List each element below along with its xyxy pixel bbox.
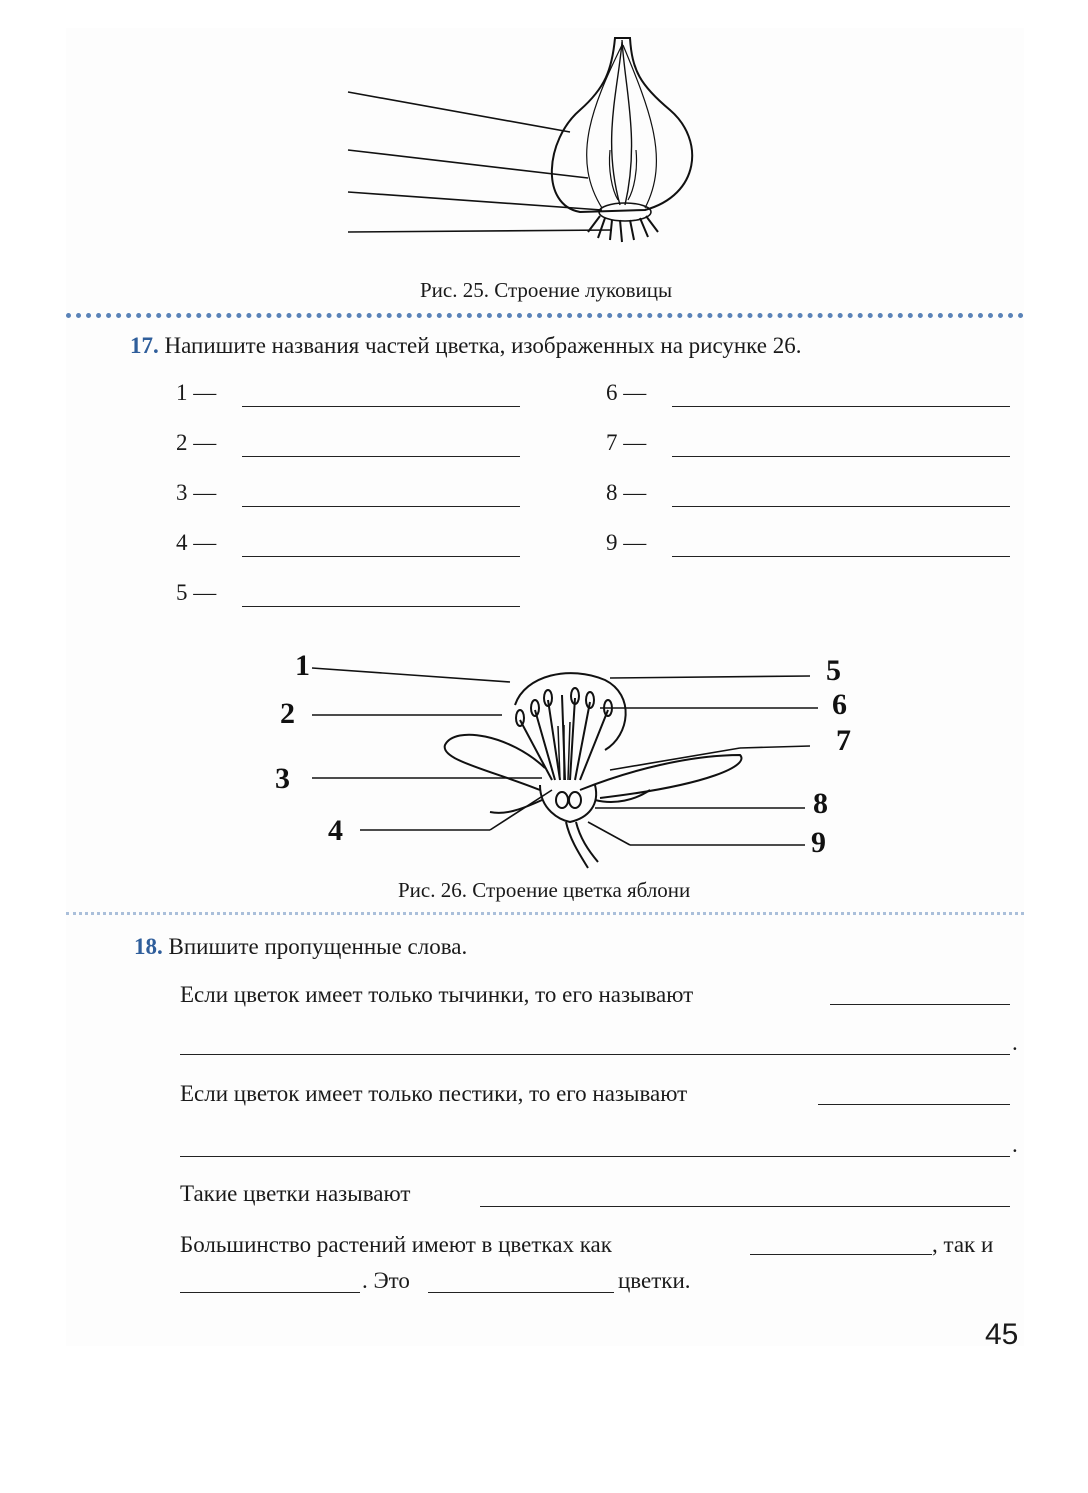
task-17-item-2: 2 — xyxy=(176,430,217,455)
answer-line-3[interactable] xyxy=(242,506,520,507)
sentence-4-start: Большинство растений имеют в цветках как xyxy=(180,1232,612,1257)
blank-2a[interactable] xyxy=(818,1104,1010,1105)
task-17-heading xyxy=(130,333,802,359)
period-1: . xyxy=(1012,1030,1018,1055)
sentence-1: Если цветок имеет только тычинки, то его называют xyxy=(180,982,694,1007)
task-17-item-7: 7 — xyxy=(606,430,647,455)
period-2: . xyxy=(1012,1132,1018,1157)
answer-line-5[interactable] xyxy=(242,606,520,607)
flower-label-7: 7 xyxy=(836,724,851,757)
task-18-number: 18. xyxy=(134,934,163,959)
flower-label-6: 6 xyxy=(832,688,847,721)
figure-26-caption: Рис. 26. Строение цветка яблони xyxy=(398,878,691,902)
task-17-number: 17. xyxy=(130,333,159,358)
flower-label-1: 1 xyxy=(295,649,310,682)
blank-1b[interactable] xyxy=(180,1054,1010,1055)
bulb-illustration xyxy=(340,30,720,250)
task-17-item-6: 6 — xyxy=(606,380,647,405)
task-17-text: Напишите названия частей цветка, изображенных на рисунке 26. xyxy=(164,333,802,358)
sentence-2: Если цветок имеет только пестики, то его называют xyxy=(180,1081,688,1106)
flower-label-2: 2 xyxy=(280,697,295,730)
blank-2b[interactable] xyxy=(180,1156,1010,1157)
answer-line-2[interactable] xyxy=(242,456,520,457)
blank-1a[interactable] xyxy=(830,1004,1010,1005)
task-17-item-1: 1 — xyxy=(176,380,217,405)
section-divider xyxy=(66,313,1024,318)
flower-label-9: 9 xyxy=(811,826,826,859)
task-17-item-4: 4 — xyxy=(176,530,217,555)
section-divider-2 xyxy=(66,912,1024,915)
blank-4c[interactable] xyxy=(428,1292,614,1293)
task-18-heading xyxy=(134,934,467,960)
answer-line-4[interactable] xyxy=(242,556,520,557)
answer-line-6[interactable] xyxy=(672,406,1010,407)
answer-line-7[interactable] xyxy=(672,456,1010,457)
task-17-item-5: 5 — xyxy=(176,580,217,605)
apple-flower-illustration xyxy=(270,640,870,870)
task-17-item-8: 8 — xyxy=(606,480,647,505)
flower-label-4: 4 xyxy=(328,814,343,847)
task-17-item-3: 3 — xyxy=(176,480,217,505)
blank-3[interactable] xyxy=(480,1206,1010,1207)
blank-4a[interactable] xyxy=(750,1254,932,1255)
blank-4b[interactable] xyxy=(180,1292,360,1293)
task-18-text: Впишите пропущенные слова. xyxy=(168,934,468,959)
sentence-4-this: . Это xyxy=(362,1268,410,1293)
sentence-4-mid: , так и xyxy=(932,1232,994,1257)
page-number: 45 xyxy=(985,1318,1019,1351)
sentence-3: Такие цветки называют xyxy=(180,1181,411,1206)
flower-label-5: 5 xyxy=(826,654,841,687)
answer-line-9[interactable] xyxy=(672,556,1010,557)
answer-line-1[interactable] xyxy=(242,406,520,407)
sentence-4-end: цветки. xyxy=(618,1268,691,1293)
flower-label-8: 8 xyxy=(813,787,828,820)
task-17-item-9: 9 — xyxy=(606,530,647,555)
figure-25-caption: Рис. 25. Строение луковицы xyxy=(420,278,673,302)
flower-label-3: 3 xyxy=(275,762,290,795)
answer-line-8[interactable] xyxy=(672,506,1010,507)
